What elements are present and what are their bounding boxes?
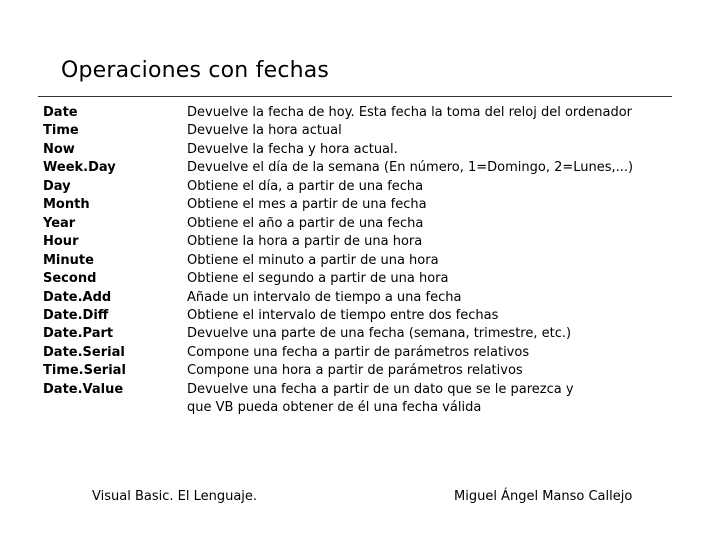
title-divider bbox=[38, 96, 672, 97]
function-name: Date.Serial bbox=[43, 344, 125, 360]
function-description bbox=[187, 196, 657, 214]
page-title: Operaciones con fechas bbox=[61, 58, 330, 83]
function-description-line: Obtiene el mes a partir de una fecha bbox=[187, 197, 427, 213]
function-name: Second bbox=[43, 271, 97, 287]
function-name: Hour bbox=[43, 234, 79, 250]
footer-course-title: Visual Basic. El Lenguaje. bbox=[92, 489, 258, 504]
function-description-line: Devuelve la hora actual bbox=[187, 123, 342, 139]
function-description-line: Obtiene el segundo a partir de una hora bbox=[187, 271, 449, 287]
function-description bbox=[187, 325, 657, 343]
function-name: Now bbox=[43, 141, 75, 157]
function-description-line: Compone una fecha a partir de parámetros relativos bbox=[187, 344, 530, 360]
function-name: Time.Serial bbox=[43, 363, 126, 379]
table-row bbox=[43, 104, 657, 122]
table-row bbox=[43, 270, 657, 288]
function-description-line: Obtiene la hora a partir de una hora bbox=[187, 234, 423, 250]
function-description-line: Obtiene el intervalo de tiempo entre dos fechas bbox=[187, 307, 499, 323]
function-description bbox=[187, 289, 657, 307]
function-description-line: Devuelve una fecha a partir de un dato que se le parezca y bbox=[187, 381, 574, 397]
function-description bbox=[187, 252, 657, 270]
function-description-line: que VB pueda obtener de él una fecha válida bbox=[187, 400, 482, 416]
function-description bbox=[187, 270, 657, 288]
function-description bbox=[187, 178, 657, 196]
function-description-line: Obtiene el año a partir de una fecha bbox=[187, 215, 424, 231]
function-description-line: Devuelve el día de la semana (En número, 1=Domingo, 2=Lunes,...) bbox=[187, 160, 634, 176]
function-name: Date.Value bbox=[43, 381, 124, 397]
function-description bbox=[187, 233, 657, 251]
function-name: Date.Diff bbox=[43, 307, 109, 323]
function-description-line: Obtiene el minuto a partir de una hora bbox=[187, 252, 439, 268]
table-row bbox=[43, 196, 657, 214]
function-description bbox=[187, 307, 657, 325]
function-name: Date bbox=[43, 105, 78, 120]
function-name: Minute bbox=[43, 252, 94, 268]
table-row bbox=[43, 325, 657, 343]
table-row bbox=[43, 381, 657, 418]
table-row bbox=[43, 307, 657, 325]
function-description-line: Compone una hora a partir de parámetros relativos bbox=[187, 363, 523, 379]
table-row bbox=[43, 289, 657, 307]
function-description bbox=[187, 104, 657, 122]
table-row bbox=[43, 141, 657, 159]
table-row bbox=[43, 159, 657, 177]
function-description-line: Obtiene el día, a partir de una fecha bbox=[187, 178, 424, 194]
function-name: Week.Day bbox=[43, 160, 116, 176]
function-name: Date.Part bbox=[43, 326, 114, 342]
table-row bbox=[43, 233, 657, 251]
function-description-line: Devuelve la fecha y hora actual. bbox=[187, 141, 398, 157]
function-description bbox=[187, 215, 657, 233]
footer-author: Miguel Ángel Manso Callejo bbox=[454, 489, 633, 504]
function-description bbox=[187, 344, 657, 362]
function-description bbox=[187, 381, 657, 418]
function-name: Month bbox=[43, 197, 90, 213]
function-name: Day bbox=[43, 178, 71, 194]
function-name: Time bbox=[43, 123, 79, 139]
function-description-line: Añade un intervalo de tiempo a una fecha bbox=[187, 289, 462, 305]
table-row bbox=[43, 252, 657, 270]
table-row bbox=[43, 344, 657, 362]
function-name: Date.Add bbox=[43, 289, 112, 305]
table-row bbox=[43, 122, 657, 140]
function-name: Year bbox=[43, 215, 76, 231]
function-description bbox=[187, 122, 657, 140]
function-table bbox=[43, 104, 657, 418]
function-description bbox=[187, 159, 657, 177]
table-row bbox=[43, 215, 657, 233]
function-description-line: Devuelve la fecha de hoy. Esta fecha la toma del reloj del ordenador bbox=[187, 105, 633, 120]
function-description bbox=[187, 362, 657, 380]
function-description-line: Devuelve una parte de una fecha (semana, trimestre, etc.) bbox=[187, 326, 572, 342]
table-row bbox=[43, 362, 657, 380]
table-row bbox=[43, 178, 657, 196]
function-description bbox=[187, 141, 657, 159]
